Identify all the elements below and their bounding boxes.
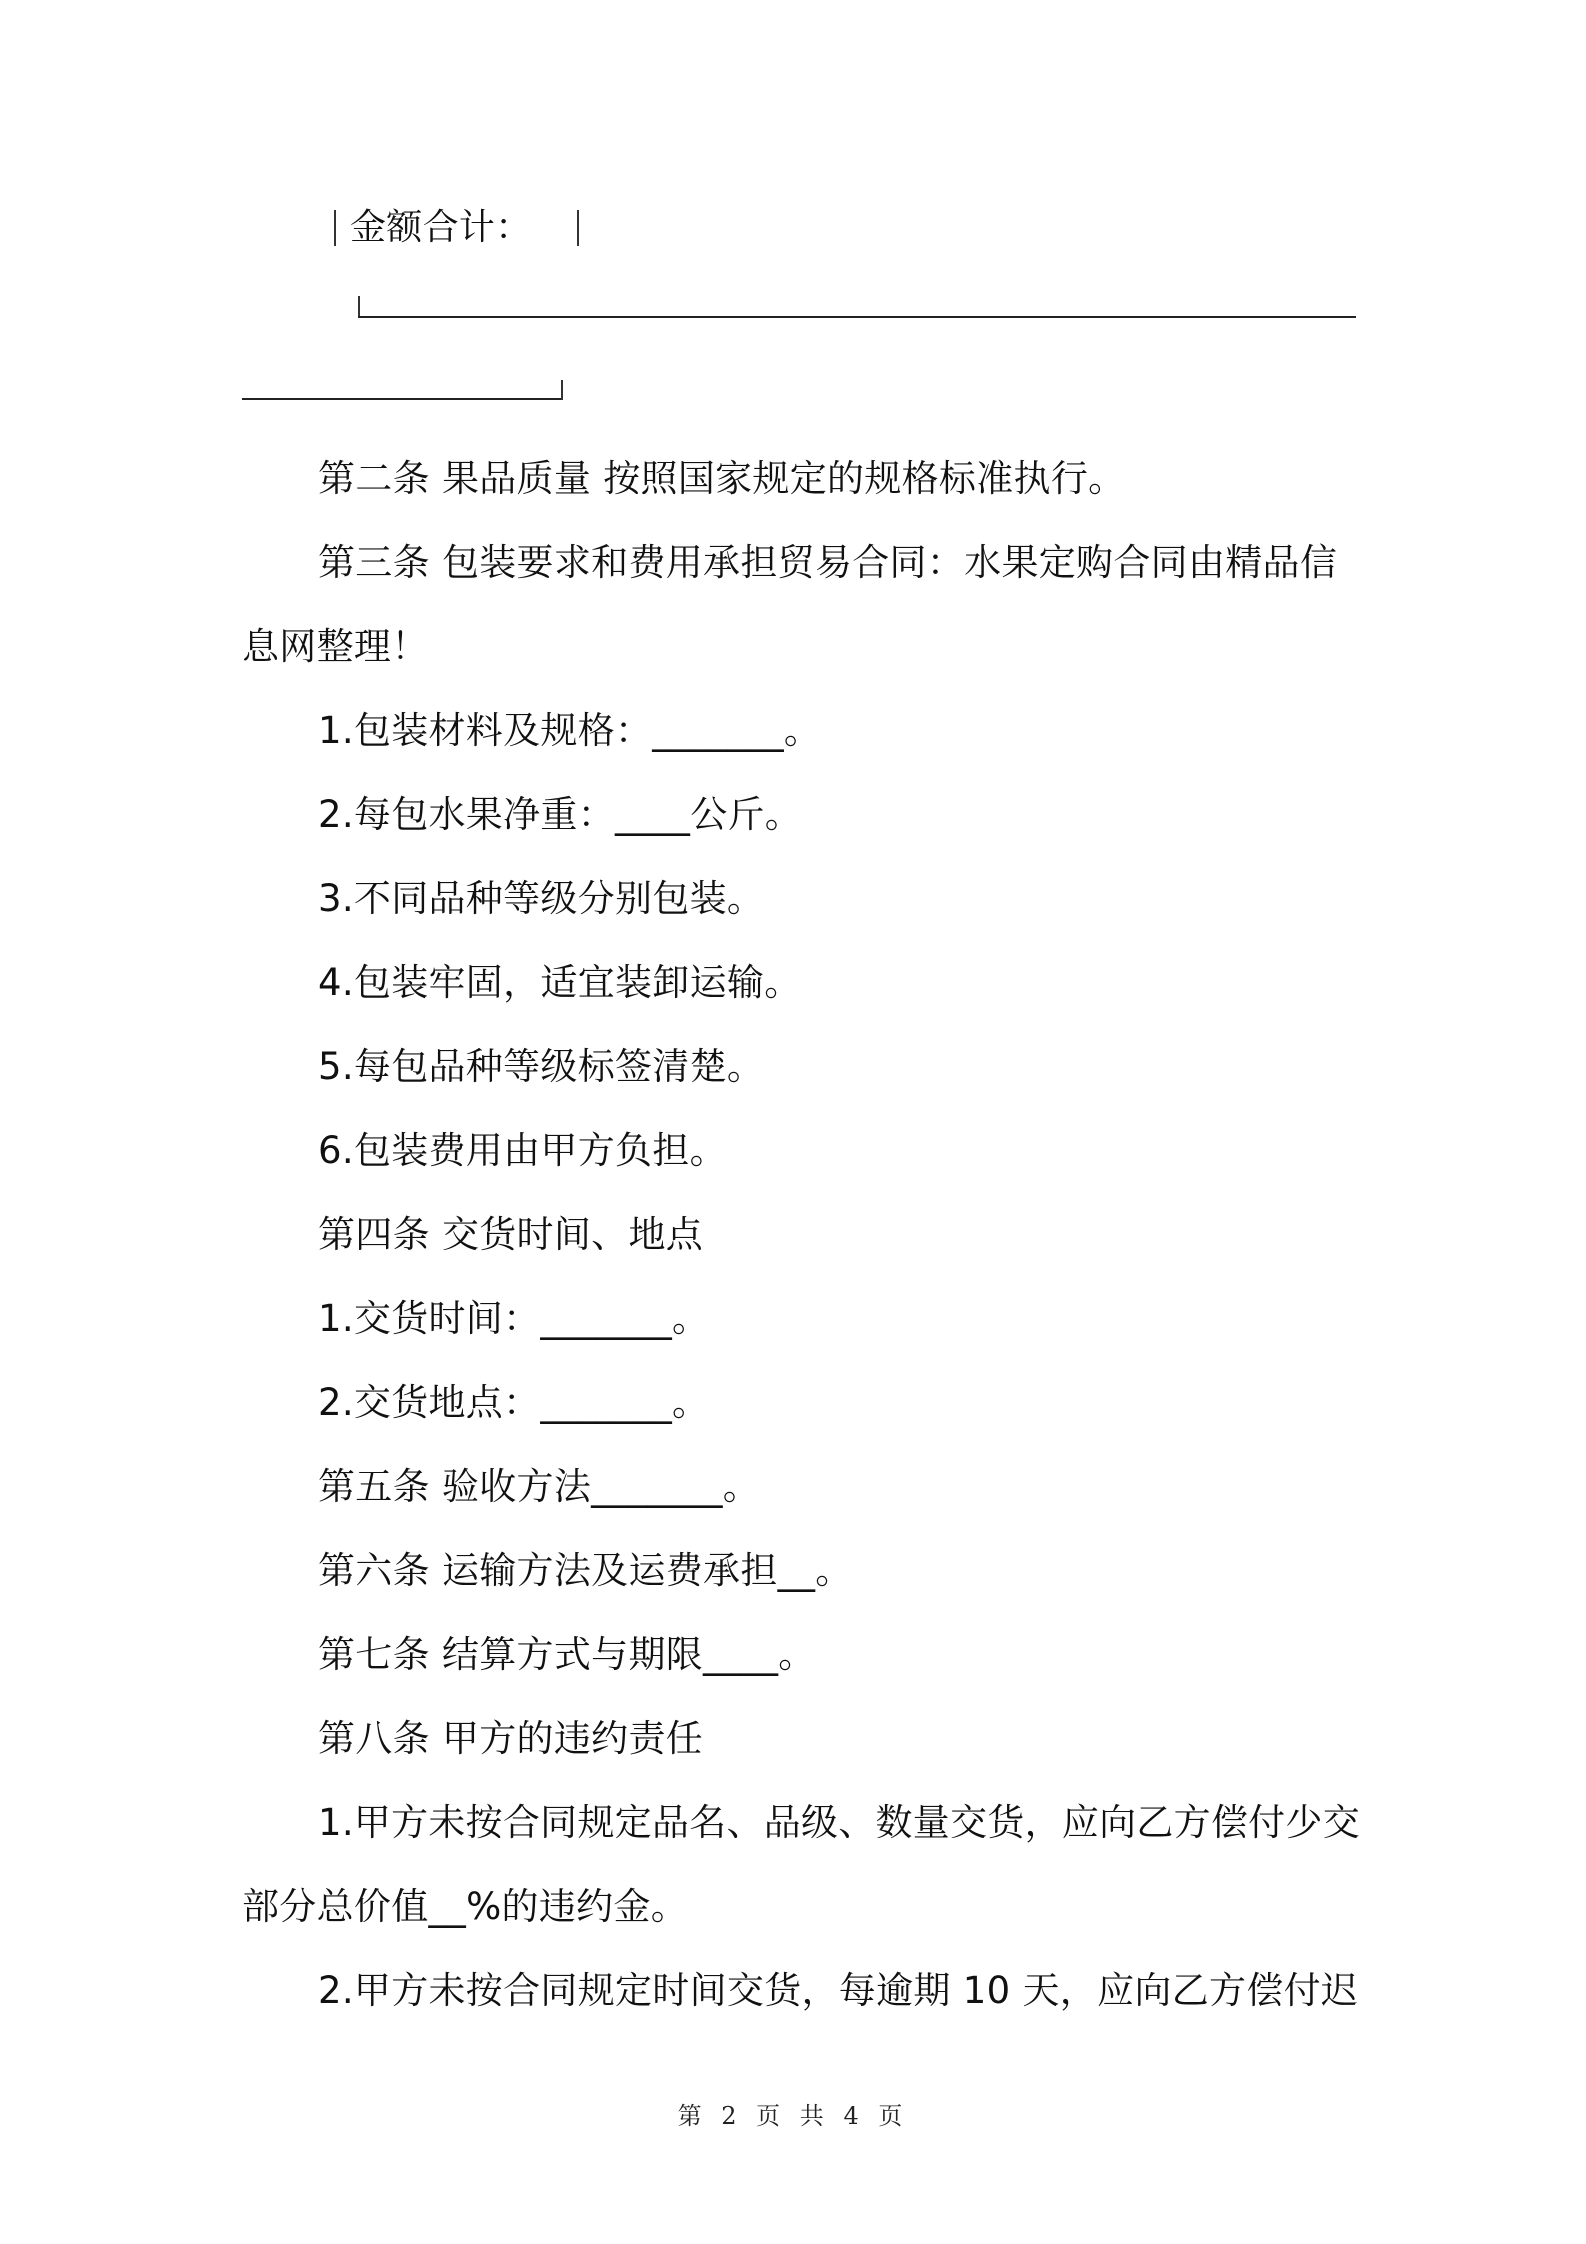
clause-3-packaging: 第三条 包装要求和费用承担贸易合同：水果定购合同由精品信 — [318, 541, 1338, 584]
packaging-item-2: 2.每包水果净重：____公斤。 — [318, 793, 803, 836]
table-border-right — [577, 210, 579, 246]
page-number-footer: 第 2 页 共 4 页 — [677, 2102, 909, 2130]
clause-7-settlement: 第七条 结算方式与期限____。 — [318, 1633, 816, 1676]
delivery-item-1: 1.交货时间：_______。 — [318, 1297, 710, 1340]
table-border-left — [334, 210, 336, 246]
delivery-item-2: 2.交货地点：_______。 — [318, 1381, 710, 1424]
table-corner-right — [561, 380, 563, 400]
liability-item-1-cont: 部分总价值__%的违约金。 — [242, 1885, 689, 1928]
table-bottom-line-continued — [242, 398, 562, 400]
table-bottom-line — [358, 316, 1356, 318]
packaging-item-1: 1.包装材料及规格：_______。 — [318, 709, 822, 752]
packaging-item-5: 5.每包品种等级标签清楚。 — [318, 1045, 765, 1088]
packaging-item-3: 3.不同品种等级分别包装。 — [318, 877, 765, 920]
liability-item-1: 1.甲方未按合同规定品名、品级、数量交货，应向乙方偿付少交 — [318, 1801, 1360, 1844]
clause-5-inspection: 第五条 验收方法_______。 — [318, 1465, 761, 1508]
packaging-item-6: 6.包装费用由甲方负担。 — [318, 1129, 727, 1172]
clause-4-delivery: 第四条 交货时间、地点 — [318, 1213, 704, 1256]
clause-8-liability: 第八条 甲方的违约责任 — [318, 1717, 704, 1760]
clause-6-transport: 第六条 运输方法及运费承担__。 — [318, 1549, 853, 1592]
total-amount-label: 金额合计： — [350, 207, 532, 248]
clause-2-quality: 第二条 果品质量 按照国家规定的规格标准执行。 — [318, 457, 1126, 500]
liability-item-2: 2.甲方未按合同规定时间交货，每逾期 10 天，应向乙方偿付迟 — [318, 1969, 1359, 2012]
table-corner-left — [358, 296, 360, 318]
clause-3-packaging-cont: 息网整理！ — [242, 625, 429, 668]
packaging-item-4: 4.包装牢固，适宜装卸运输。 — [318, 961, 802, 1004]
